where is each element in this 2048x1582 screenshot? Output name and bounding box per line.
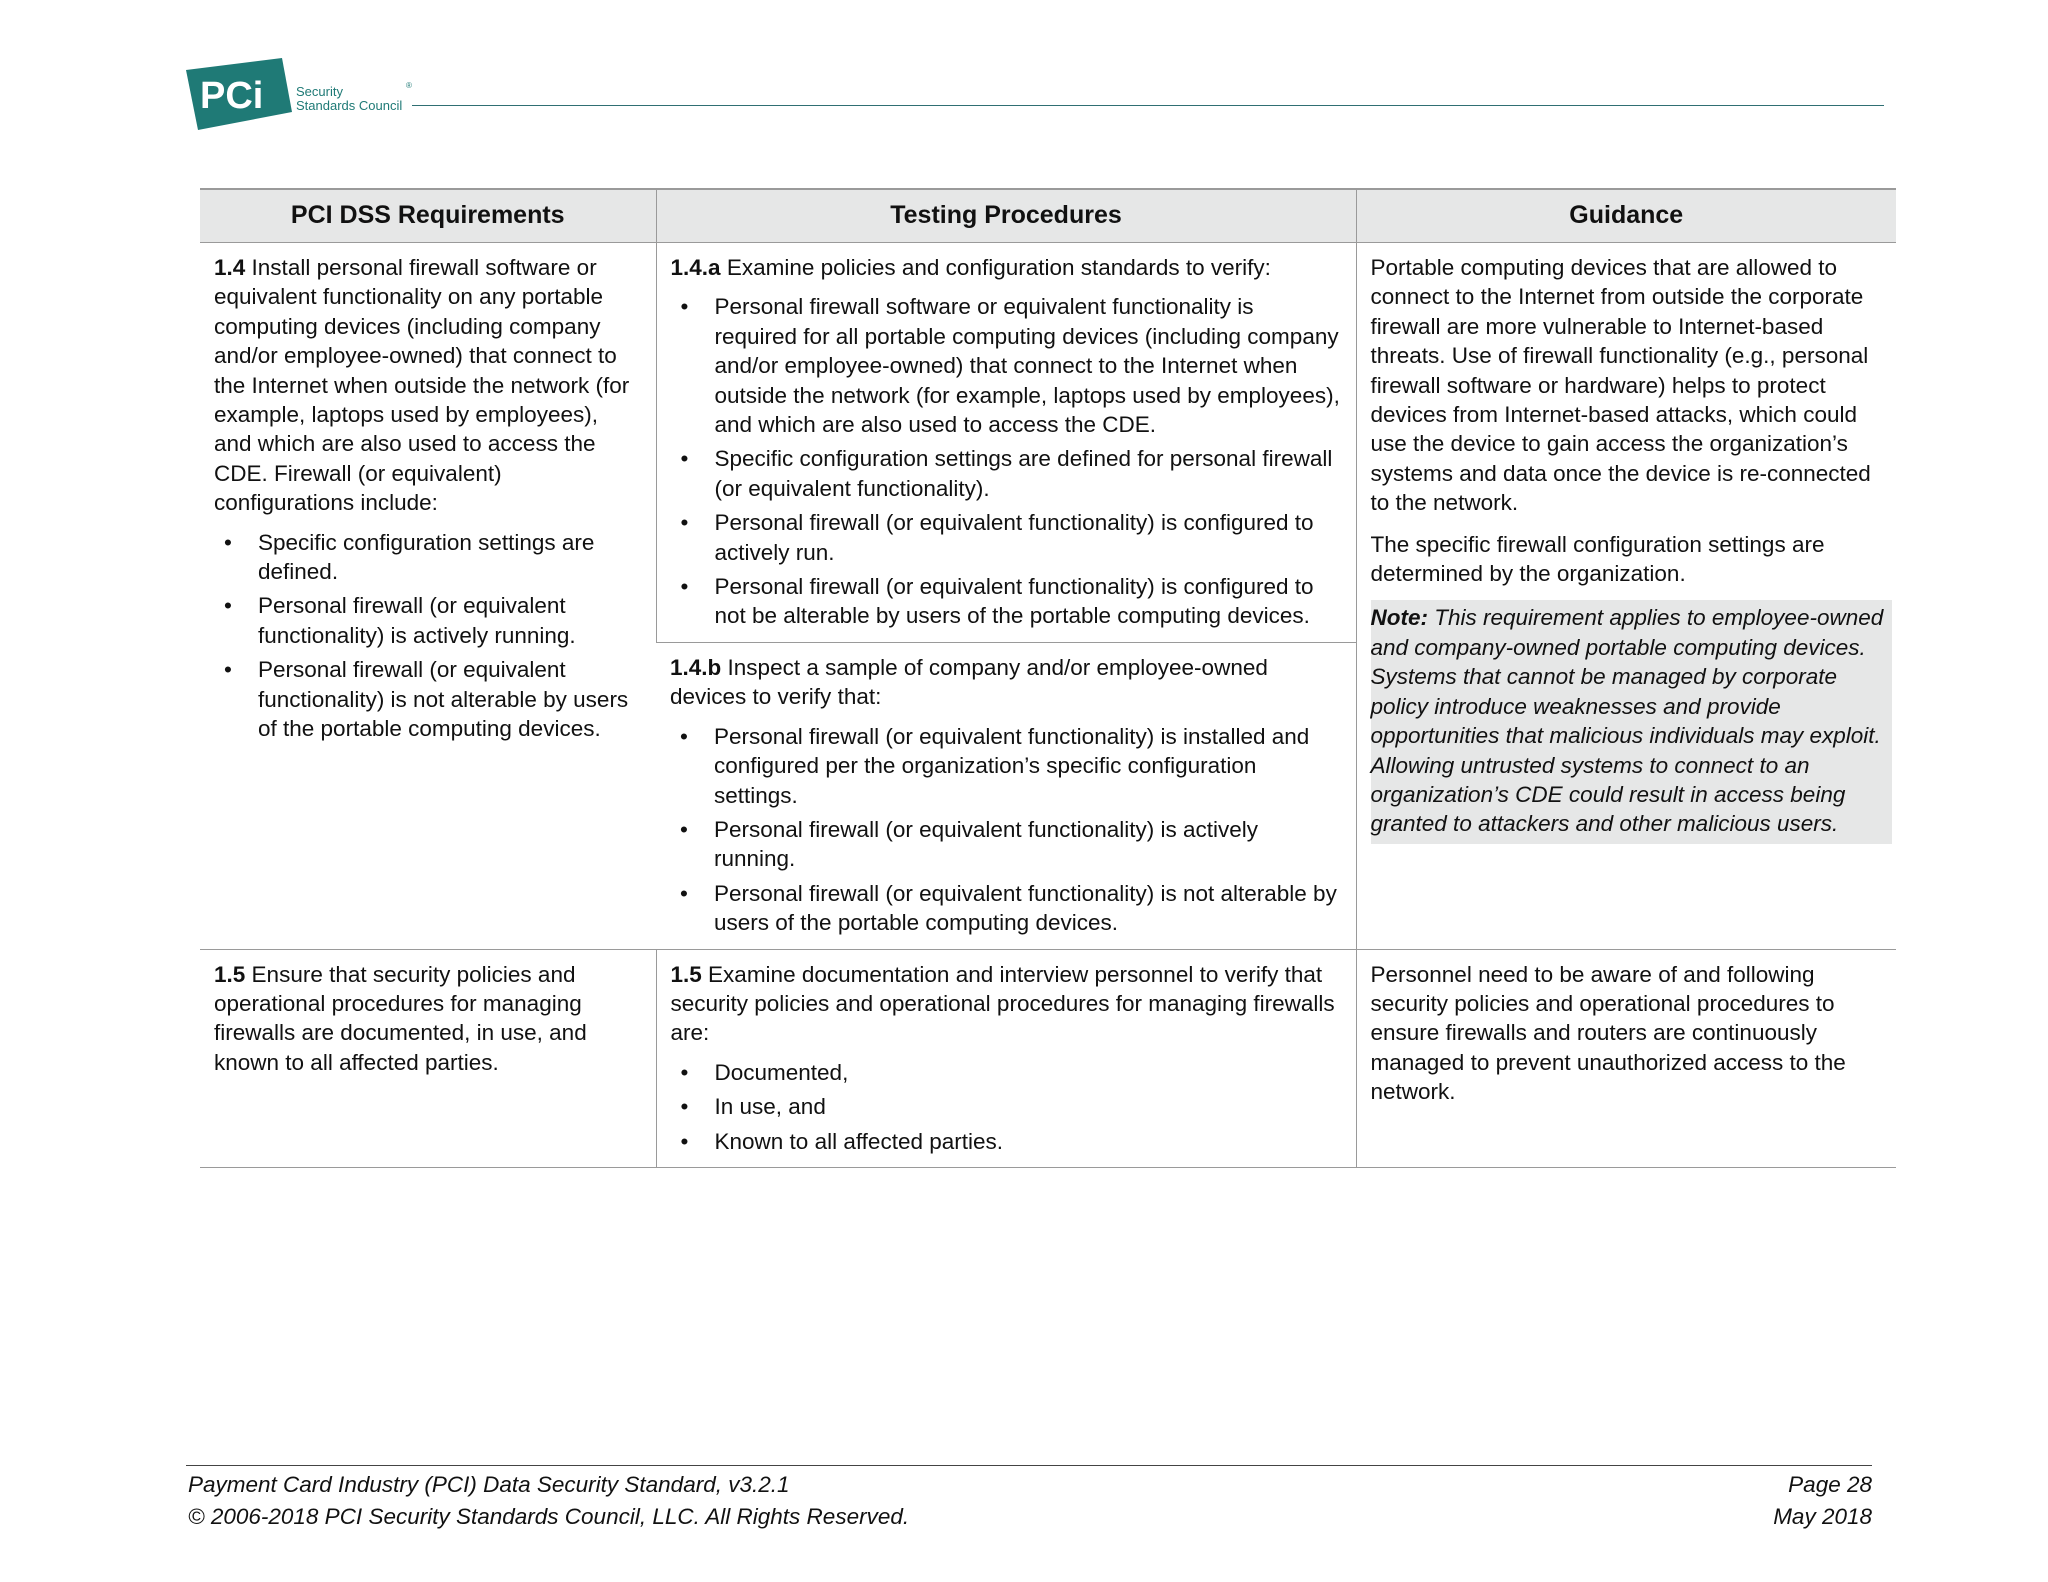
requirement-1-4-cell: [200, 243, 656, 950]
header-testing-procedures: Testing Procedures: [656, 189, 1356, 243]
note-label: Note:: [1370, 605, 1428, 631]
logo-mark: PCi: [200, 75, 264, 117]
list-item: • Personal firewall (or equivalent functionality) is actively running.: [714, 815, 1342, 874]
requirement-ref: 1.4: [214, 255, 246, 280]
list-item: • Known to all affected parties.: [715, 1127, 1342, 1156]
footer-date: May 2018: [1773, 1504, 1872, 1529]
list-item: • Personal firewall software or equivalent functionality is required for all portable computing devices (including company and/or employee-owned) that connect to the Internet when outside the network (for example, laptops used by employees), and which are also used to access the CDE.: [715, 292, 1342, 439]
guidance-1-5-text: Personnel need to be aware of and following security policies and operational procedures to ensure firewalls and routers are continuously managed to prevent unauthorized access to the network.: [1370, 961, 1846, 1105]
footer-left: [188, 1469, 909, 1533]
footer-document-title: Payment Card Industry (PCI) Data Security Standard, v3.2.1: [188, 1472, 790, 1497]
list-item: • Personal firewall (or equivalent functionality) is actively running.: [258, 591, 642, 650]
footer-right: [1773, 1469, 1872, 1533]
logo-line2: Standards Council: [296, 98, 403, 113]
testing-1-4-a-cell: [656, 243, 1356, 643]
list-item: • Specific configuration settings are defined for personal firewall (or equivalent functionality).: [715, 444, 1342, 503]
requirement-1-5-cell: [200, 949, 656, 1167]
testing-ref: 1.4.a: [670, 255, 721, 280]
logo-registered: ®: [406, 81, 412, 90]
testing-1-4-a-bullets: [671, 292, 1342, 630]
list-item: • Personal firewall (or equivalent functionality) is installed and configured per the organization’s specific configuration settings.: [714, 722, 1342, 810]
requirements-table: [200, 188, 1896, 1168]
header-rule: [412, 105, 1884, 106]
testing-ref: 1.5: [670, 961, 702, 987]
testing-1-4-b-cell: [656, 642, 1356, 949]
list-item: • Personal firewall (or equivalent functionality) is configured to actively run.: [715, 508, 1342, 567]
testing-1-4-a-text: 1.4.a Examine policies and configuration standards to verify:: [670, 255, 1271, 280]
testing-1-4-b-bullets: [670, 722, 1342, 938]
table-header-row: [200, 189, 1896, 243]
list-item: • Personal firewall (or equivalent functionality) is not alterable by users of the portable computing devices.: [714, 879, 1342, 938]
footer-rule: [186, 1465, 1872, 1466]
testing-1-5-bullets: [671, 1058, 1342, 1156]
guidance-1-5-cell: [1356, 949, 1896, 1167]
testing-1-5-text: 1.5 Examine documentation and interview personnel to verify that security policies and operational procedures for managing firewalls are:: [670, 961, 1335, 1046]
list-item: • Specific configuration settings are defined.: [258, 528, 642, 587]
pci-ssc-logo: [186, 58, 416, 134]
requirement-1-4-bullets: [214, 528, 642, 744]
testing-1-4-b-text: 1.4.b Inspect a sample of company and/or employee-owned devices to verify that:: [670, 654, 1268, 710]
table-row: [200, 243, 1896, 643]
list-item: • In use, and: [715, 1092, 1342, 1121]
requirement-ref: 1.5: [214, 961, 246, 987]
guidance-1-4-para2: The specific firewall configuration settings are determined by the organization.: [1370, 531, 1825, 587]
logo-line1: Security: [296, 84, 343, 99]
list-item: • Documented,: [715, 1058, 1342, 1087]
list-item: • Personal firewall (or equivalent functionality) is configured to not be alterable by users of the portable computing devices.: [715, 572, 1342, 631]
guidance-1-4-cell: [1356, 243, 1896, 950]
footer-page-number: Page 28: [1788, 1472, 1872, 1497]
testing-ref: 1.4.b: [670, 654, 722, 680]
footer-copyright: © 2006-2018 PCI Security Standards Council, LLC. All Rights Reserved.: [188, 1504, 910, 1529]
guidance-note: Note: This requirement applies to employee-owned and company-owned portable computing devices. Systems that cannot be managed by corporate policy introduce weaknesses and provide opportunities that malicious individuals may exploit. Allowing untrusted systems to connect to an organization’s CDE could result in access being granted to attackers and other malicious users.: [1371, 600, 1893, 843]
guidance-1-4-para1: Portable computing devices that are allowed to connect to the Internet from outside the corporate firewall are more vulnerable to Internet-based threats. Use of firewall functionality (e.g., personal firewall software or hardware) helps to protect devices from Internet-based attacks, which could use the device to gain access the organization’s systems and data once the device is re-connected to the network.: [1370, 255, 1871, 516]
requirement-1-5-text: 1.5 Ensure that security policies and operational procedures for managing firewalls are documented, in use, and known to all affected parties.: [214, 961, 587, 1075]
header-requirements: PCI DSS Requirements: [200, 189, 656, 243]
table-row: [200, 949, 1896, 1167]
header-guidance: Guidance: [1356, 189, 1896, 243]
list-item: • Personal firewall (or equivalent functionality) is not alterable by users of the portable computing devices.: [258, 655, 642, 743]
requirement-1-4-text: 1.4 Install personal firewall software or equivalent functionality on any portable computing devices (including company and/or employee-owned) that connect to the Internet when outside the network (for example, laptops used by employees), and which are also used to access the CDE. Firewall (or equivalent) configurations include:: [214, 255, 630, 516]
testing-1-5-cell: [656, 949, 1356, 1167]
